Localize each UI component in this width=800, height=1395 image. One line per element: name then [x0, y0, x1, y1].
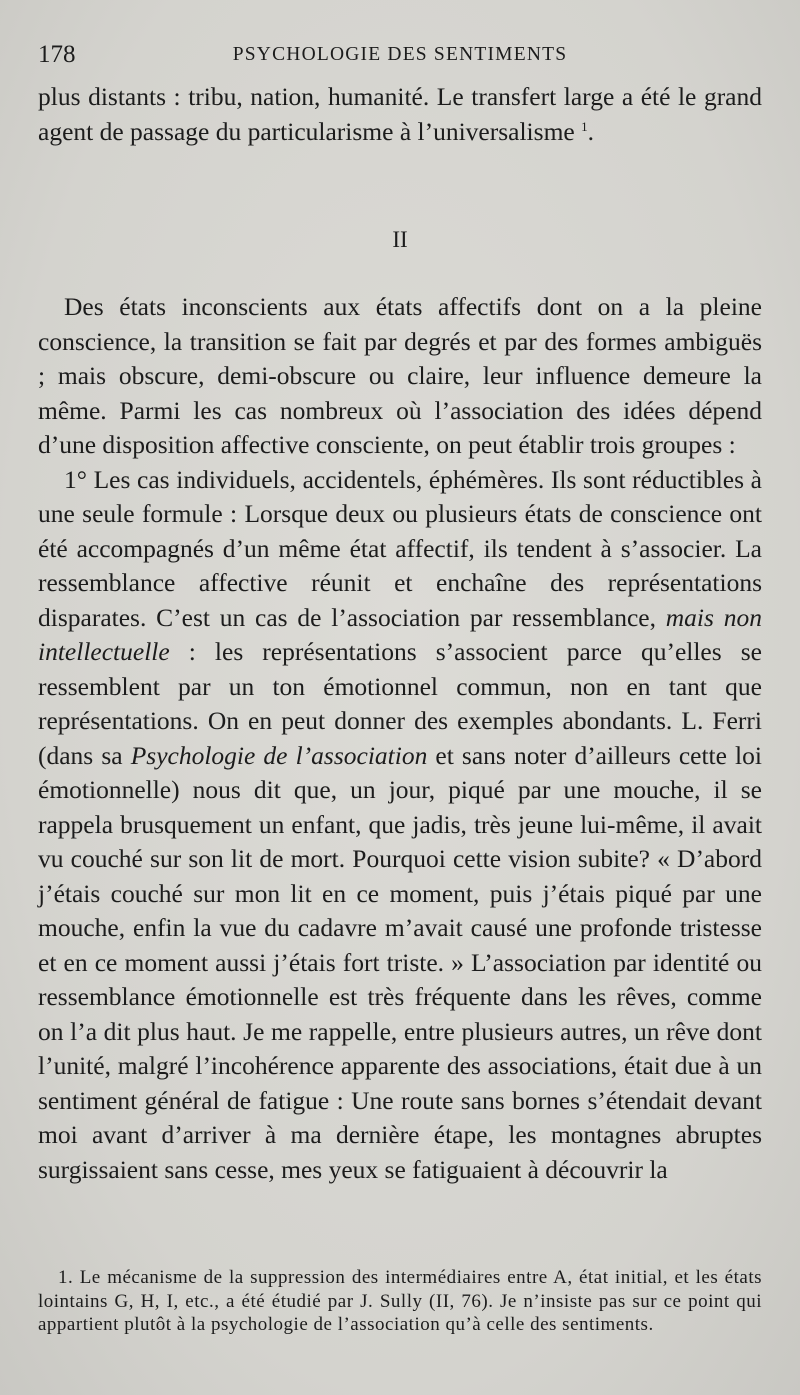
book-title-italic: Psychologie de l’association: [130, 740, 428, 770]
italic-phrase: mais non intellectuelle: [38, 602, 762, 666]
body-text: [38, 80, 762, 1187]
page-number: 178: [38, 41, 76, 68]
page-header: [38, 38, 762, 72]
running-title: PSYCHOLOGIE DES SENTIMENTS: [232, 44, 568, 65]
paragraph-intro: Des états inconscients aux états affectifs dont on a la pleine conscience, la transition se fait par degrés et par des formes ambiguës ; mais obscure, demi-obscure ou claire, leur influence demeure la même. Parmi les cas nombreux où l’association des idées dépend d’une disposition affective consciente, on peut établir trois groupes :: [38, 292, 762, 459]
footnotes: [38, 1266, 762, 1337]
paragraph-end: .: [587, 116, 594, 146]
paragraph-text-b: : les représentations s’associent parce qu’elles se ressemblent par un ton émotionnel commun, non en tant que représentations. On en peut donner des exemples abondants. L. Ferri (dans sa: [38, 637, 762, 770]
section-title: II: [392, 227, 408, 252]
paragraph-first-group: [38, 463, 762, 1188]
footnote-reference: 1: [581, 118, 588, 134]
paragraph-text-a: 1° Les cas individuels, accidentels, éphémères. Ils sont réductibles à une seule formule : Lorsque deux ou plusieurs états de conscience ont été accompagnés d’un même état affectif, ils tendent à s’associer. La ressemblance affective réunit et enchaîne des représentations disparates. C’est un cas de l’association par ressemblance,: [38, 464, 762, 632]
paragraph-continuation: [38, 80, 762, 149]
paragraph-text: plus distants : tribu, nation, humanité. Le transfert large a été le grand agent de passage du particularisme à l’universalisme: [38, 82, 762, 146]
paragraph-text-c: et sans noter d’ailleurs cette loi émotionnelle) nous dit que, un jour, piqué par une mouche, il se rappela brusquement un enfant, que jadis, très jeune lui-même, il avait vu couché sur son lit de mort. Pourquoi cette vision subite? « D’abord j’étais couché sur mon lit en ce moment, puis j’étais piqué par une mouche, enfin la vue du cadavre m’avait causé une profonde tristesse et en ce moment aussi j’étais fort triste. » L’association par identité ou ressemblance émotionnelle est très fréquente dans les rêves, comme on l’a dit plus haut. Je me rappelle, entre plusieurs autres, un rêve dont l’unité, malgré l’incohérence apparente des associations, était due à un sentiment général de fatigue : Une route sans bornes s’étendait devant moi avant d’arriver à ma dernière étape, les montagnes abruptes surgissaient sans cesse, mes yeux se fatiguaient à découvrir la: [38, 740, 762, 1184]
footnote: 1. Le mécanisme de la suppression des intermédiaires entre A, état initial, et les états lointains G, H, I, etc., a été étudié par J. Sully (II, 76). Je n’insiste pas sur ce point qui appartient plutôt à la psychologie de l’association qu’à celle des sentiments.: [38, 1267, 762, 1335]
